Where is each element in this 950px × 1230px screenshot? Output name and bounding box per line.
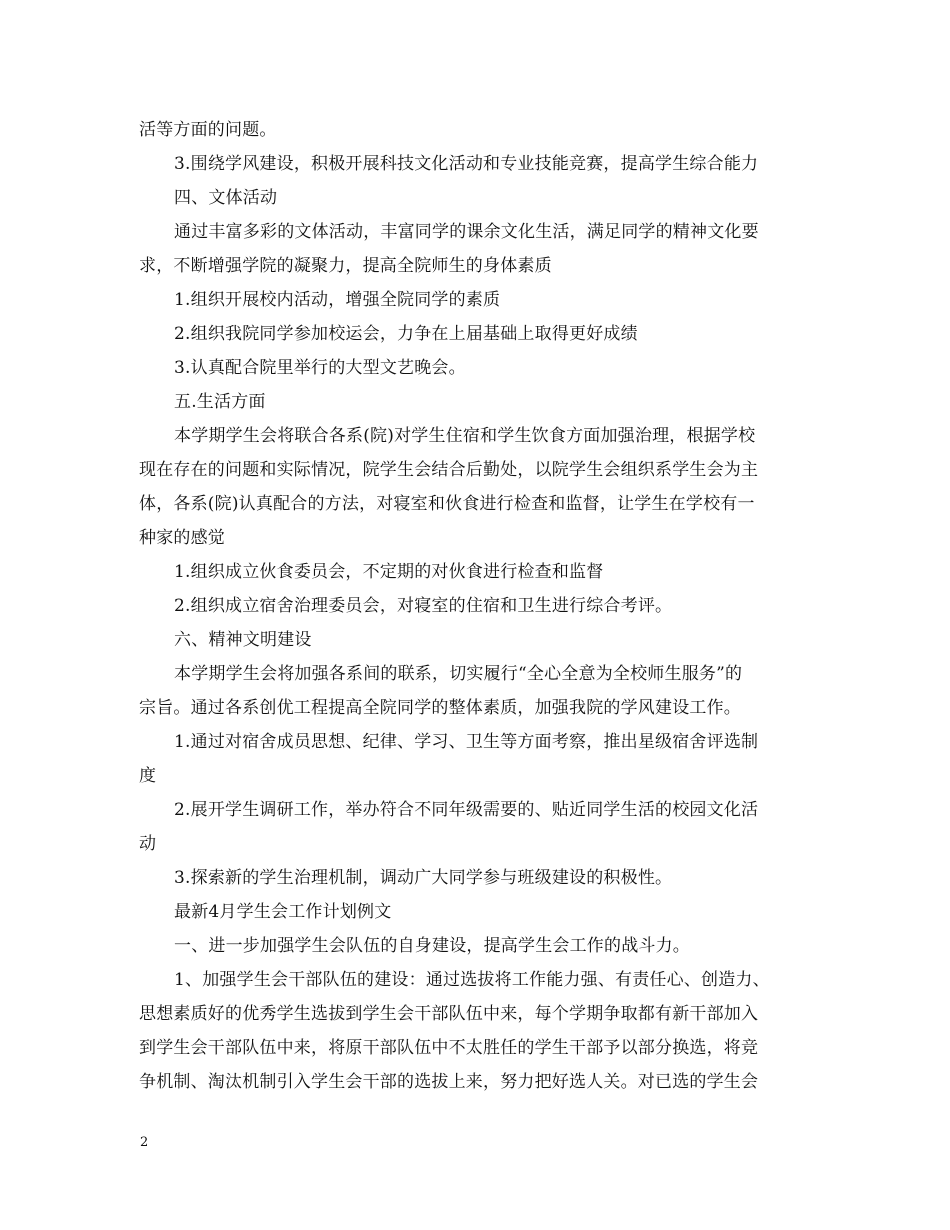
text-line: 宗旨。通过各系创优工程提高全院同学的整体素质，加强我院的学风建设工作。	[139, 698, 741, 718]
text-line: 度	[139, 766, 157, 786]
text-line: 3.认真配合院里举行的大型文艺晚会。	[174, 358, 466, 378]
text-line: 活等方面的问题。	[139, 120, 277, 140]
text-line: 体，各系(院)认真配合的方法，对寝室和伙食进行检查和监督，让学生在学校有一	[139, 494, 755, 514]
text-line: 思想素质好的优秀学生选拔到学生会干部队伍中来，每个学期争取都有新干部加入	[139, 1004, 759, 1024]
text-line: 种家的感觉	[139, 528, 225, 548]
text-line: 1.组织开展校内活动，增强全院同学的素质	[174, 290, 501, 310]
text-line: 1、加强学生会干部队伍的建设：通过选拔将工作能力强、有责任心、创造力、	[174, 970, 770, 990]
text-line: 六、精神文明建设	[174, 630, 312, 650]
text-line: 本学期学生会将加强各系间的联系，切实履行“全心全意为全校师生服务”的	[174, 664, 743, 684]
text-line: 到学生会干部队伍中来，将原干部队伍中不太胜任的学生干部予以部分换选，将竞	[139, 1038, 759, 1058]
text-line: 本学期学生会将联合各系(院)对学生住宿和学生饮食方面加强治理，根据学校	[174, 426, 756, 446]
text-line: 动	[139, 834, 157, 854]
text-line: 2.展开学生调研工作，举办符合不同年级需要的、贴近同学生活的校园文化活	[174, 800, 759, 820]
text-line: 争机制、淘汰机制引入学生会干部的选拔上来，努力把好选人关。对已选的学生会	[139, 1072, 759, 1092]
text-line: 2.组织我院同学参加校运会，力争在上届基础上取得更好成绩	[174, 324, 638, 344]
text-line: 通过丰富多彩的文体活动，丰富同学的课余文化生活，满足同学的精神文化要	[174, 222, 759, 242]
text-line: 五.生活方面	[174, 392, 266, 412]
text-line: 3.探索新的学生治理机制，调动广大同学参与班级建设的积极性。	[174, 868, 673, 888]
text-line: 现在存在的问题和实际情况，院学生会结合后勤处，以院学生会组织系学生会为主	[139, 460, 759, 480]
text-line: 求，不断增强学院的凝聚力，提高全院师生的身体素质	[139, 256, 552, 276]
text-line: 1.组织成立伙食委员会，不定期的对伙食进行检查和监督	[174, 562, 604, 582]
text-line: 2.组织成立宿舍治理委员会，对寝室的住宿和卫生进行综合考评。	[174, 596, 673, 616]
text-line: 四、文体活动	[174, 188, 278, 208]
text-line: 3.围绕学风建设，积极开展科技文化活动和专业技能竞赛，提高学生综合能力	[174, 154, 759, 174]
text-line: 最新4月学生会工作计划例文	[174, 902, 392, 922]
document-body	[139, 113, 813, 1099]
text-line: 一、进一步加强学生会队伍的自身建设，提高学生会工作的战斗力。	[174, 936, 690, 956]
text-line: 1.通过对宿舍成员思想、纪律、学习、卫生等方面考察，推出星级宿舍评选制	[174, 732, 759, 752]
page-number: 2	[140, 1135, 149, 1150]
